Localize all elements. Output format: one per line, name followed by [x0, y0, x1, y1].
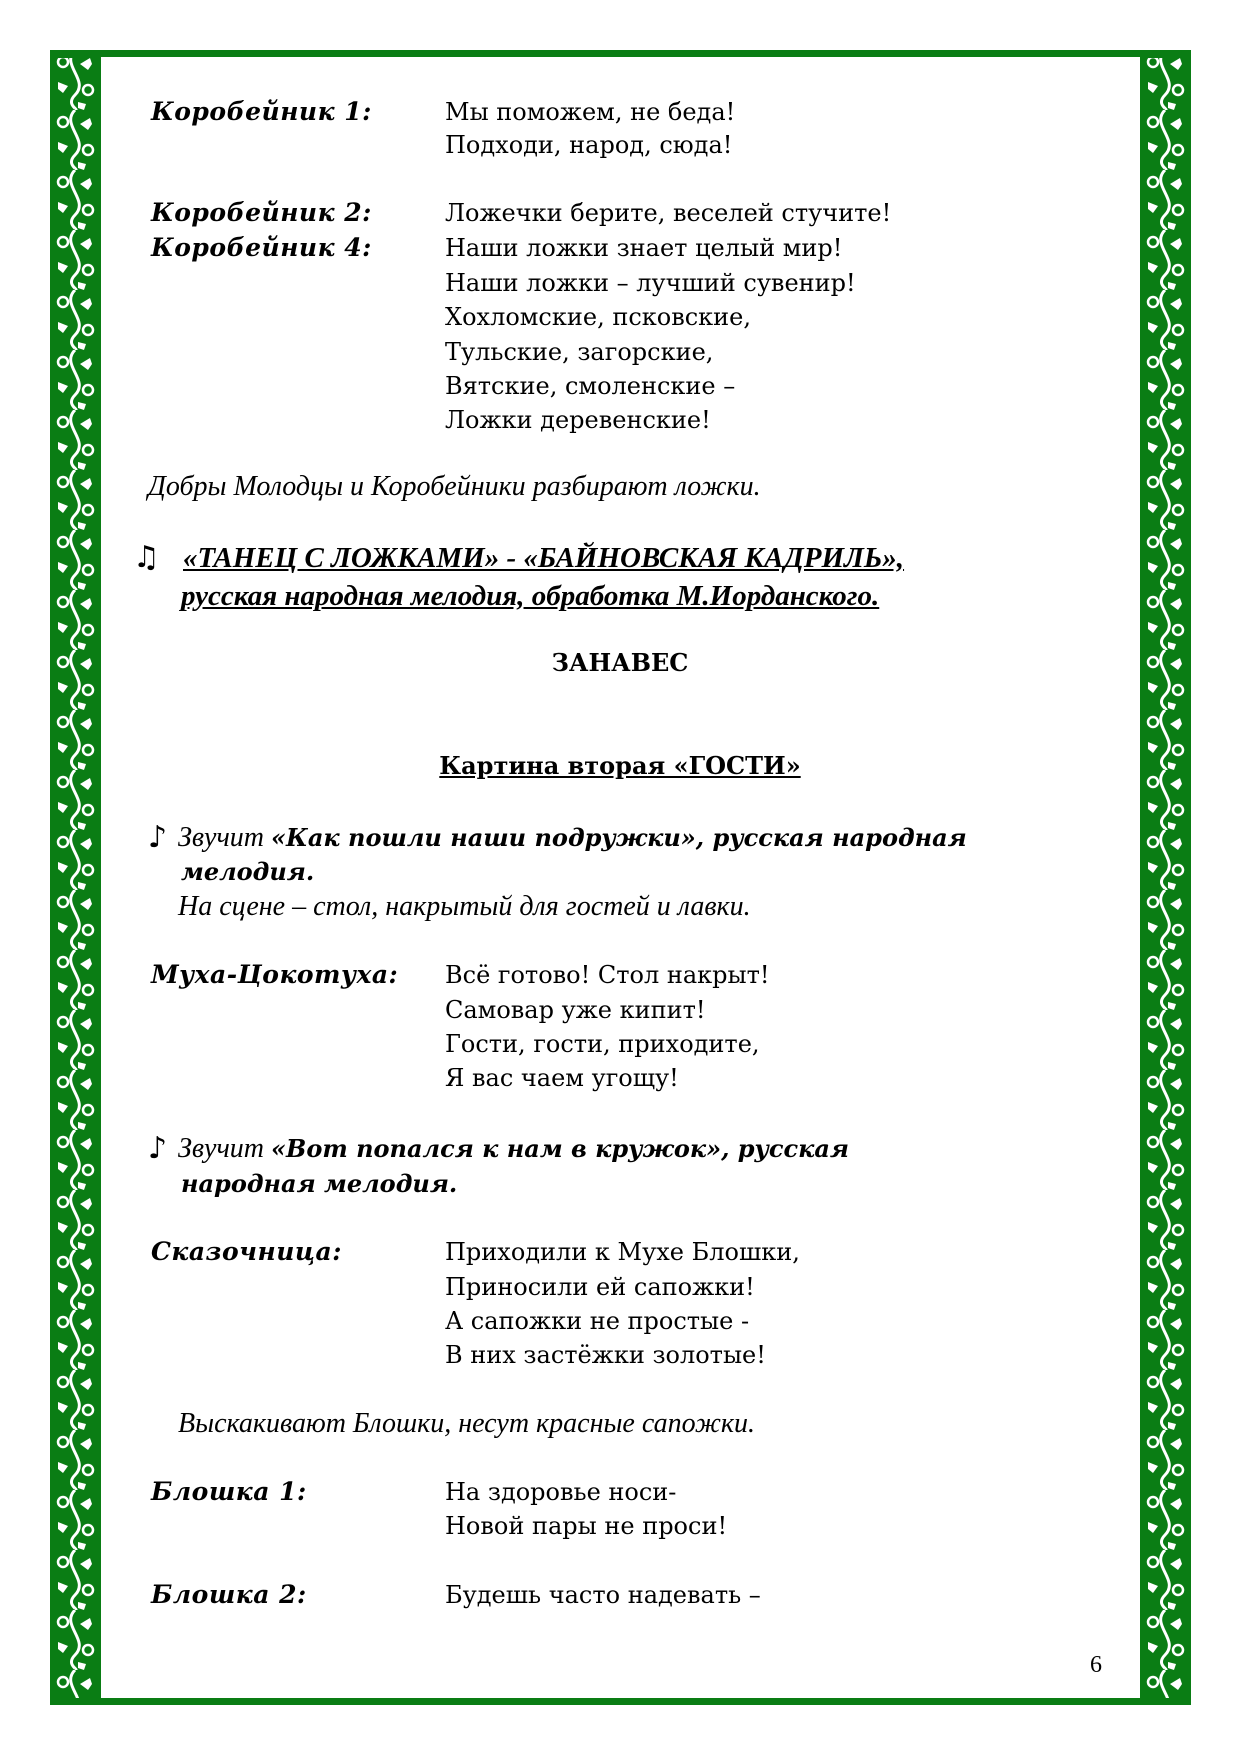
verse-line: Я вас чаем угощу!: [445, 1064, 679, 1092]
border-top: [50, 50, 1191, 57]
sound-title: «Вот попался к нам в кружок», русская: [271, 1134, 850, 1163]
verse-line: Хохломские, псковские,: [445, 303, 751, 331]
verse-line: Подходи, народ, сюда!: [445, 131, 733, 159]
eighth-note-icon: ♪: [148, 820, 168, 855]
verse-line: Наши ложки знает целый мир!: [445, 234, 843, 262]
verse-line: Всё готово! Стол накрыт!: [445, 961, 770, 989]
page-number: 6: [1090, 1652, 1102, 1678]
song-title: «ТАНЕЦ С ЛОЖКАМИ» - «БАЙНОВСКАЯ КАДРИЛЬ»,: [183, 542, 905, 574]
sound-prefix: Звучит: [178, 822, 272, 853]
border-bottom: [50, 1698, 1191, 1705]
verse-line: Мы поможем, не беда!: [445, 98, 736, 126]
beamed-notes-icon: ♫: [133, 540, 160, 575]
sound-cue: [178, 821, 967, 855]
speaker-name: Коробейник 1:: [151, 97, 372, 126]
speaker-name: Блошка 2:: [151, 1580, 307, 1609]
sound-title: «Как пошли наши подружки», русская народная: [271, 823, 967, 852]
verse-line: Самовар уже кипит!: [445, 996, 706, 1024]
verse-line: Новой пары не проси!: [445, 1512, 728, 1540]
sound-prefix: Звучит: [178, 1133, 272, 1164]
speaker-name: Блошка 1:: [151, 1477, 307, 1506]
verse-line: Гости, гости, приходите,: [445, 1030, 760, 1058]
verse-line: В них застёжки золотые!: [445, 1341, 766, 1369]
sound-cue: [178, 1132, 849, 1166]
stage-direction: На сцене – стол, накрытый для гостей и лавки.: [178, 891, 751, 922]
verse-line: Ложечки берите, веселей стучите!: [445, 199, 892, 227]
verse-line: Приносили ей сапожки!: [445, 1273, 755, 1301]
verse-line: Приходили к Мухе Блошки,: [445, 1238, 800, 1266]
eighth-note-icon: ♪: [148, 1131, 168, 1166]
speaker-name: Коробейник 2:: [151, 198, 372, 227]
song-subtitle: русская народная мелодия, обработка М.Иорданского.: [181, 580, 880, 612]
verse-line: Будешь часто надевать –: [445, 1581, 761, 1609]
speaker-name: Сказочница:: [151, 1237, 342, 1266]
verse-line: Тульские, загорские,: [445, 338, 714, 366]
curtain-heading: ЗАНАВЕС: [551, 648, 689, 677]
sound-title-cont: народная мелодия.: [181, 1169, 458, 1198]
verse-line: Вятские, смоленские –: [445, 372, 736, 400]
scene-title: Картина вторая «ГОСТИ»: [439, 751, 801, 780]
stage-direction: Добры Молодцы и Коробейники разбирают ложки.: [148, 471, 761, 502]
speaker-name: Коробейник 4:: [151, 233, 372, 262]
sound-title-cont: мелодия.: [181, 857, 315, 886]
speaker-name: Муха-Цокотуха:: [151, 960, 399, 989]
verse-line: А сапожки не простые -: [445, 1307, 750, 1335]
stage-direction: Выскакивают Блошки, несут красные сапожки.: [178, 1408, 756, 1439]
ornamental-border-right: [1140, 50, 1191, 1705]
verse-line: Ложки деревенские!: [445, 406, 711, 434]
verse-line: Наши ложки – лучший сувенир!: [445, 269, 856, 297]
verse-line: На здоровье носи-: [445, 1478, 677, 1506]
ornamental-border-left: [50, 50, 101, 1705]
